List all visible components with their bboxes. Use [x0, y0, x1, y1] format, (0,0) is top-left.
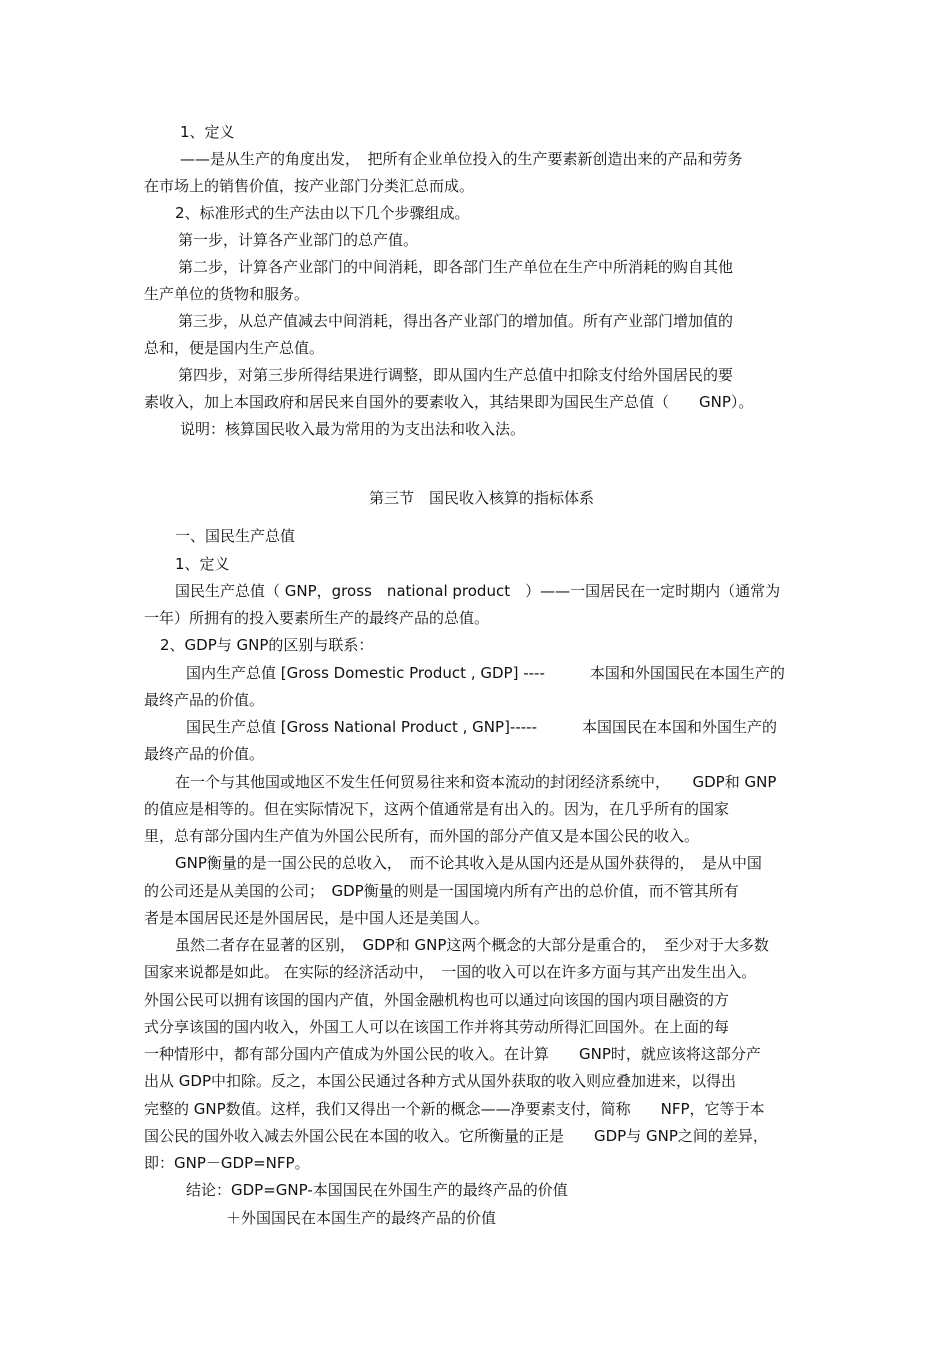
- text-line: 国民生产总值 [Gross National Product , GNP]----- 本国国民在本国和外国生产的: [186, 718, 777, 736]
- text-line: ——是从生产的角度出发， 把所有企业单位投入的生产要素新创造出来的产品和劳务: [180, 150, 743, 168]
- text-line: 1、定义: [175, 555, 230, 573]
- text-line: 者是本国居民还是外国居民，是中国人还是美国人。: [144, 909, 490, 927]
- text-line: 1、定义: [180, 123, 235, 141]
- text-line: 式分享该国的国内收入，外国工人可以在该国工作并将其劳动所得汇回国外。在上面的每: [144, 1018, 730, 1036]
- text-line: 国家来说都是如此。 在实际的经济活动中， 一国的收入可以在许多方面与其产出发生出入。: [144, 963, 757, 981]
- text-line: 一、国民生产总值: [175, 527, 296, 545]
- text-line: 在市场上的销售价值，按产业部门分类汇总而成。: [144, 177, 475, 195]
- text-line: GNP衡量的是一国公民的总收入， 而不论其收入是从国内还是从国外获得的， 是从中国: [175, 854, 762, 872]
- text-line: 的值应是相等的。但在实际情况下，这两个值通常是有出入的。因为，在几乎所有的国家: [144, 800, 730, 818]
- text-line: 最终产品的价值。: [144, 691, 265, 709]
- text-line: 生产单位的货物和服务。: [144, 285, 310, 303]
- text-line: 第二步，计算各产业部门的中间消耗，即各部门生产单位在生产中所消耗的购自其他: [178, 258, 734, 276]
- text-line: 最终产品的价值。: [144, 745, 265, 763]
- text-line: 外国公民可以拥有该国的国内产值，外国金融机构也可以通过向该国的国内项目融资的方: [144, 991, 730, 1009]
- text-line: 第一步，计算各产业部门的总产值。: [178, 231, 419, 249]
- text-line: ＋外国国民在本国生产的最终产品的价值: [226, 1209, 497, 1227]
- text-line: 素收入，加上本国政府和居民来自国外的要素收入，其结果即为国民生产总值（ GNP）。: [144, 393, 754, 411]
- text-line: 说明：核算国民收入最为常用的为支出法和收入法。: [180, 420, 526, 438]
- text-line: 里，总有部分国内生产值为外国公民所有，而外国的部分产值又是本国公民的收入。: [144, 827, 700, 845]
- text-line: 国民生产总值（ GNP，gross national product ）——一国居民在一定时期内（通常为: [175, 582, 781, 600]
- text-line: 2、GDP与 GNP的区别与联系：: [160, 636, 374, 654]
- text-line: 在一个与其他国或地区不发生任何贸易往来和资本流动的封闭经济系统中， GDP和 GNP: [175, 773, 777, 791]
- text-line: 结论：GDP=GNP-本国国民在外国生产的最终产品的价值: [186, 1181, 568, 1199]
- text-line: 一种情形中，都有部分国内产值成为外国公民的收入。在计算 GNP时，就应该将这部分产: [144, 1045, 761, 1063]
- text-line: 完整的 GNP数值。这样，我们又得出一个新的概念——净要素支付，简称 NFP，它等于本: [144, 1100, 765, 1118]
- text-line: 的公司还是从美国的公司； GDP衡量的则是一国国境内所有产出的总价值，而不管其所有: [144, 882, 739, 900]
- text-line: 一年）所拥有的投入要素所生产的最终产品的总值。: [144, 609, 490, 627]
- text-line: 2、标准形式的生产法由以下几个步骤组成。: [175, 204, 470, 222]
- section-title: 第三节 国民收入核算的指标体系: [369, 489, 595, 507]
- text-line: 即：GNP－GDP=NFP。: [144, 1154, 310, 1172]
- text-line: 虽然二者存在显著的区别， GDP和 GNP这两个概念的大部分是重合的， 至少对于大多数: [175, 936, 769, 954]
- text-line: 国公民的国外收入减去外国公民在本国的收入。它所衡量的正是 GDP与 GNP之间的差异，: [144, 1127, 768, 1145]
- text-line: 国内生产总值 [Gross Domestic Product , GDP] ---- 本国和外国国民在本国生产的: [186, 664, 785, 682]
- text-line: 总和，便是国内生产总值。: [144, 339, 325, 357]
- text-line: 出从 GDP中扣除。反之，本国公民通过各种方式从国外获取的收入则应叠加进来，以得出: [144, 1072, 736, 1090]
- text-line: 第三步，从总产值减去中间消耗，得出各产业部门的增加值。所有产业部门增加值的: [178, 312, 734, 330]
- text-line: 第四步，对第三步所得结果进行调整，即从国内生产总值中扣除支付给外国居民的要: [178, 366, 734, 384]
